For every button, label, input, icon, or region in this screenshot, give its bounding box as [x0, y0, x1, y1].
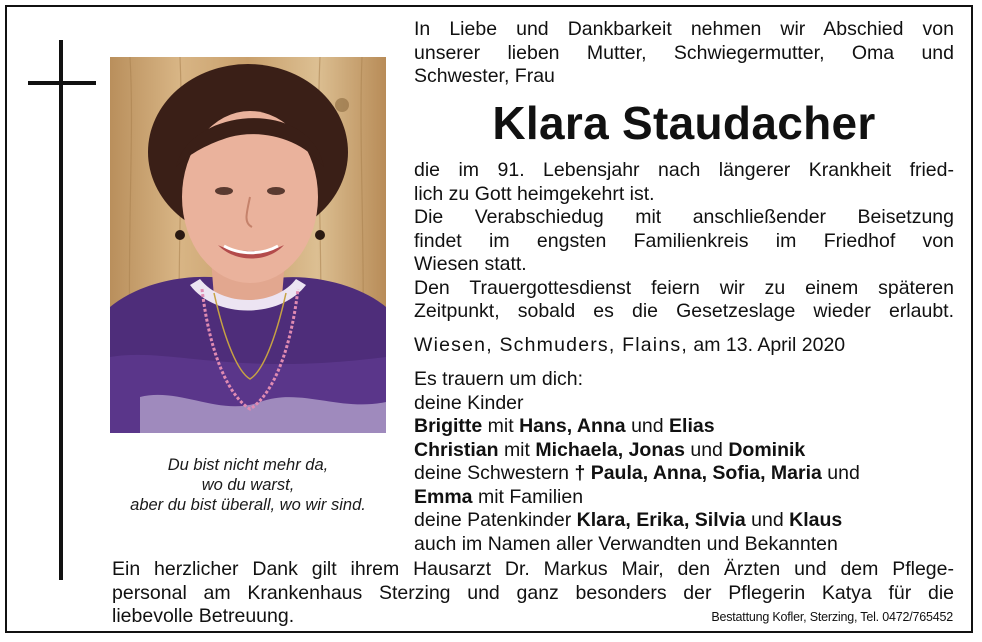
portrait-illustration [110, 57, 386, 433]
body-line: Zeitpunkt, sobald es die Gesetzeslage wieder erlaubt. [414, 300, 954, 322]
place-names: Wiesen, Schmuders, Flains, [414, 334, 688, 356]
body-line: die im 91. Lebensjahr nach längerer Krankheit fried- [414, 159, 954, 181]
mourner-line [414, 486, 954, 510]
mourner-name: Michaela, Jonas [535, 438, 685, 461]
mourner-line [414, 509, 954, 533]
announcement-text [414, 159, 954, 324]
intro-line: Schwester, Frau [414, 65, 555, 87]
intro-line: In Liebe und Dankbarkeit nehmen wir Abschied von [414, 18, 954, 40]
place-date [414, 334, 845, 358]
body-line: lich zu Gott heimgekehrt ist. [414, 182, 655, 205]
cross-icon [59, 40, 63, 580]
mourner-name: Christian [414, 438, 499, 461]
body-line: Den Trauergottesdienst feiern wir zu einem späteren [414, 276, 954, 299]
mourner-line [414, 462, 954, 486]
quote-line: wo du warst, [201, 476, 295, 494]
relation-label: deine Patenkinder [414, 509, 572, 531]
connector-text: mit [487, 415, 514, 437]
relation-label: deine Schwestern [414, 462, 570, 484]
connector-text: und [827, 462, 860, 484]
connector-text: und [631, 415, 664, 437]
funeral-home-credit: Bestattung Kofler, Sterzing, Tel. 0472/765452 [711, 610, 953, 624]
mourner-name: Klaus [789, 509, 843, 531]
date: am 13. April 2020 [693, 334, 846, 356]
connector-text: mit Familien [477, 485, 584, 508]
body-line: findet im engsten Familienkreis im Friedhof von [414, 229, 954, 252]
mourners-list [414, 368, 954, 556]
quote-line: aber du bist überall, wo wir sind. [130, 496, 366, 514]
thanks-line: Ein herzlicher Dank gilt ihrem Hausarzt Dr. Markus Mair, den Ärzten und dem Pflege- [112, 558, 954, 580]
relatives-line: auch im Namen aller Verwandten und Bekannten [414, 532, 838, 555]
body-line: Wiesen statt. [414, 253, 527, 275]
thanks-line: personal am Krankenhaus Sterzing und ganz besonders der Pflegerin Katya für die [112, 581, 954, 604]
mourner-line [414, 439, 954, 463]
portrait-photo [110, 57, 386, 433]
quote-line: Du bist nicht mehr da, [167, 456, 329, 474]
deceased-name: Klara Staudacher [492, 97, 876, 149]
mourner-line [414, 415, 954, 439]
mourners-heading: Es trauern um dich: [414, 368, 584, 390]
mourner-name: † Paula, Anna, Sofia, Maria [574, 462, 822, 484]
cross-icon-bar [28, 81, 96, 85]
mourner-name: Emma [414, 485, 473, 508]
connector-text: und [751, 509, 784, 531]
thanks-line: liebevolle Betreuung. [112, 605, 295, 627]
connector-text: und [690, 438, 723, 461]
intro-text [414, 18, 954, 89]
mourner-name: Dominik [728, 438, 806, 461]
mourner-name: Hans, Anna [519, 415, 626, 437]
intro-line: unserer lieben Mutter, Schwiegermutter, Oma und [414, 41, 954, 64]
children-label: deine Kinder [414, 391, 524, 414]
mourner-name: Klara, Erika, Silvia [576, 509, 746, 531]
body-line: Die Verabschiedug mit anschließender Beisetzung [414, 206, 954, 228]
memorial-quote [100, 455, 396, 515]
mourner-name: Brigitte [414, 415, 483, 437]
mourner-name: Elias [669, 415, 715, 437]
connector-text: mit [503, 438, 530, 461]
